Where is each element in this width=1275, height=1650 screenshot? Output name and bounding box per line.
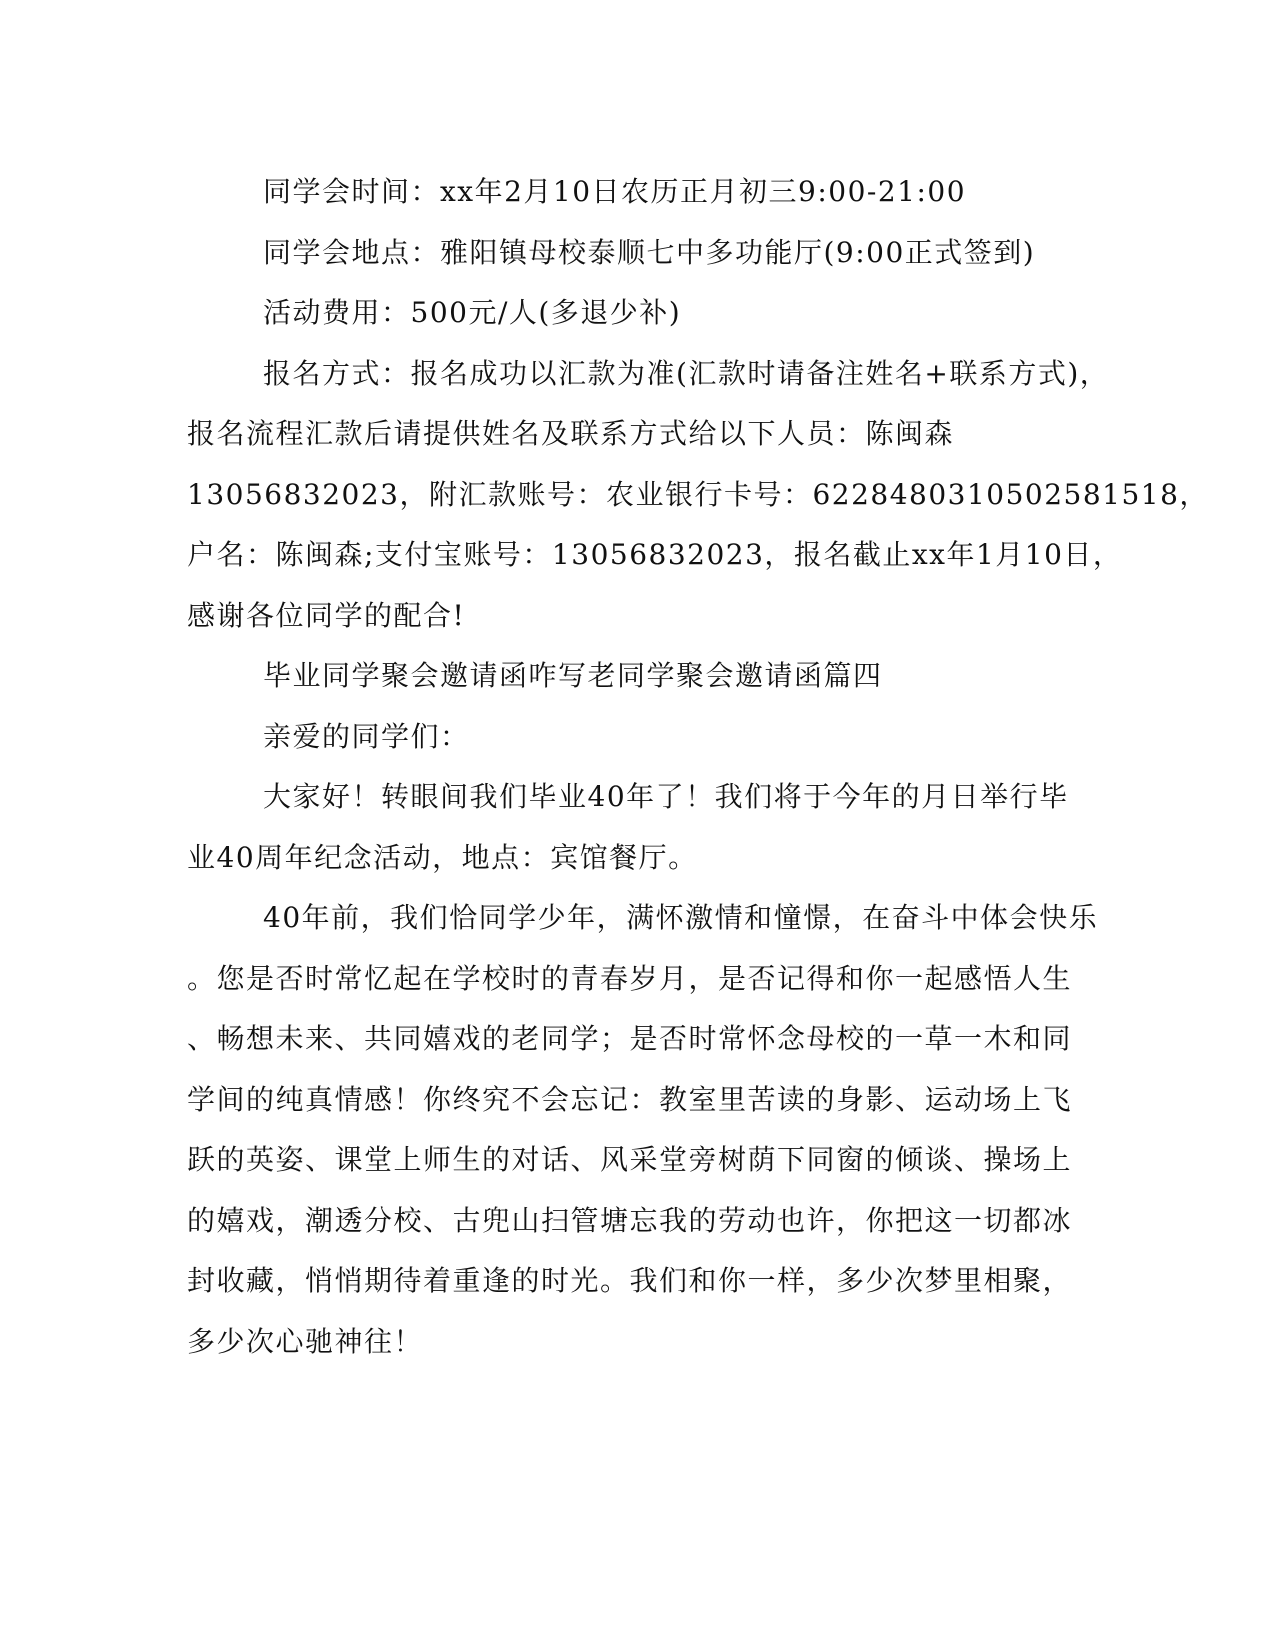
paragraph-line: 跃的英姿、课堂上师生的对话、风采堂旁树荫下同窗的倾谈、操场上 bbox=[187, 1143, 1073, 1176]
alipay-deadline-line: 户名：陈闽森;支付宝账号：13056832023，报名截止xx年1月10日， bbox=[187, 538, 1123, 571]
registration-process-line: 报名流程汇款后请提供姓名及联系方式给以下人员：陈闽森 bbox=[187, 417, 955, 450]
paragraph-line: 多少次心驰神往！ bbox=[187, 1324, 424, 1358]
salutation-line: 亲爱的同学们： bbox=[263, 719, 470, 753]
paragraph-line: 业40周年纪念活动，地点：宾馆餐厅。 bbox=[187, 840, 698, 874]
paragraph-line: 40年前，我们恰同学少年，满怀激情和憧憬，在奋斗中体会快乐 bbox=[263, 901, 1099, 934]
thanks-line: 感谢各位同学的配合! bbox=[187, 598, 466, 632]
paragraph-line: 封收藏，悄悄期待着重逢的时光。我们和你一样，多少次梦里相聚， bbox=[187, 1264, 1073, 1297]
paragraph-line: 。您是否时常忆起在学校时的青春岁月，是否记得和你一起感悟人生 bbox=[187, 961, 1073, 995]
meeting-time-line: 同学会时间：xx年2月10日农历正月初三9:00-21:00 bbox=[263, 175, 967, 208]
paragraph-line: 大家好！转眼间我们毕业40年了！我们将于今年的月日举行毕 bbox=[263, 780, 1069, 813]
paragraph-line: 、畅想未来、共同嬉戏的老同学；是否时常怀念母校的一草一木和同 bbox=[187, 1022, 1073, 1055]
registration-method-line: 报名方式：报名成功以汇款为准(汇款时请备注姓名+联系方式)， bbox=[263, 356, 1110, 390]
bank-account-line: 13056832023，附汇款账号：农业银行卡号：6228480310502581518， bbox=[187, 477, 1209, 511]
activity-fee-line: 活动费用：500元/人(多退少补) bbox=[263, 296, 682, 329]
document-body bbox=[187, 162, 1209, 1372]
meeting-location-line: 同学会地点：雅阳镇母校泰顺七中多功能厅(9:00正式签到) bbox=[263, 235, 1036, 269]
paragraph-line: 的嬉戏，潮透分校、古兜山扫管塘忘我的劳动也许，你把这一切都冰 bbox=[187, 1203, 1073, 1237]
paragraph-line: 学间的纯真情感！你终究不会忘记：教室里苦读的身影、运动场上飞 bbox=[187, 1082, 1073, 1116]
section-heading: 毕业同学聚会邀请函咋写老同学聚会邀请函篇四 bbox=[263, 659, 883, 692]
